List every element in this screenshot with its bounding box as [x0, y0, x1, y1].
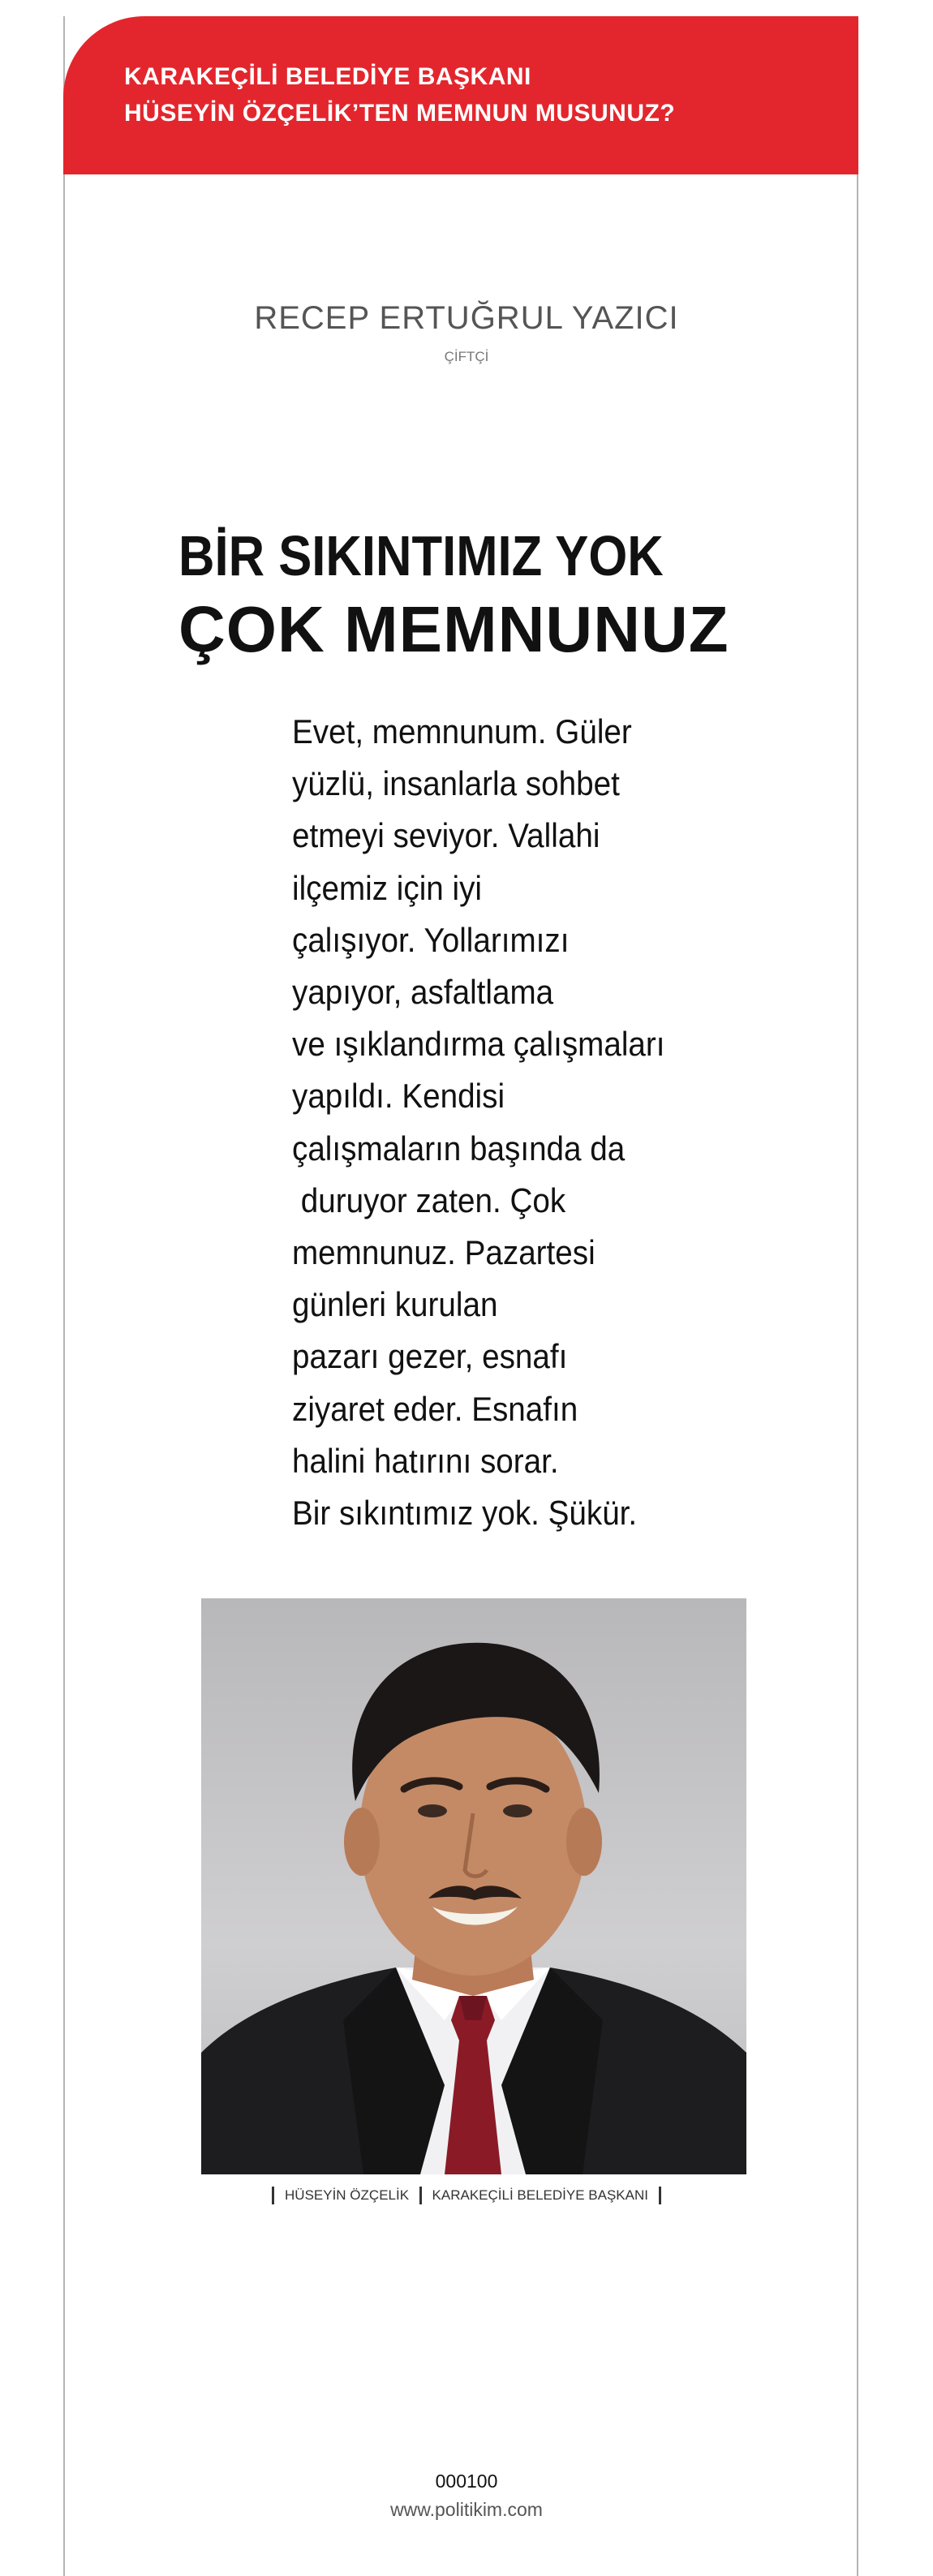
quote-line: Evet, memnunum. Güler [292, 712, 632, 750]
quote-line: yapıldı. Kendisi [292, 1077, 505, 1116]
quote-line: ilçemiz için iyi [292, 868, 483, 907]
headline-line-2: ÇOK MEMNUNUZ [178, 593, 729, 665]
quote-line: yapıyor, asfaltlama [292, 973, 554, 1012]
quote-line: ziyaret eder. Esnafın [292, 1389, 578, 1428]
mayor-portrait-photo [201, 1598, 746, 2174]
quote-line: duruyor zaten. Çok [292, 1180, 566, 1219]
caption-divider [419, 2187, 422, 2204]
quote-line: ve ışıklandırma çalışmaları [292, 1025, 665, 1064]
banner-title-line-2: HÜSEYİN ÖZÇELİK’TEN MEMNUN MUSUNUZ? [124, 100, 676, 127]
quote-line: günleri kurulan [292, 1285, 498, 1324]
banner-title-line-1: KARAKEÇİLİ BELEDİYE BAŞKANI [124, 63, 531, 90]
quote-line: etmeyi seviyor. Vallahi [292, 816, 600, 855]
interviewee-role: ÇİFTÇİ [444, 349, 489, 364]
quote-line: pazarı gezer, esnafı [292, 1337, 568, 1376]
headline-line-1: BİR SIKINTIMIZ YOK [178, 524, 664, 587]
quote-line: çalışıyor. Yollarımızı [292, 920, 570, 959]
photo-caption [0, 2187, 933, 2204]
quote-line: halini hatırını sorar. [292, 1441, 559, 1480]
quote-line: çalışmaların başında da [292, 1129, 626, 1168]
quote-line: Bir sıkıntımız yok. Şükür. [292, 1494, 638, 1533]
header-banner [63, 16, 858, 174]
caption-divider [272, 2187, 274, 2204]
caption-divider [659, 2187, 661, 2204]
footer-website: www.politikim.com [390, 2499, 543, 2520]
caption-title: KARAKEÇİLİ BELEDİYE BAŞKANI [432, 2187, 648, 2203]
interviewee-name: RECEP ERTUĞRUL YAZICI [254, 300, 679, 336]
quote-body [292, 706, 746, 1539]
footer-code: 000100 [435, 2471, 498, 2492]
caption-name: HÜSEYİN ÖZÇELİK [285, 2187, 410, 2203]
quote-line: yüzlü, insanlarla sohbet [292, 764, 620, 803]
quote-line: memnunuz. Pazartesi [292, 1233, 595, 1272]
